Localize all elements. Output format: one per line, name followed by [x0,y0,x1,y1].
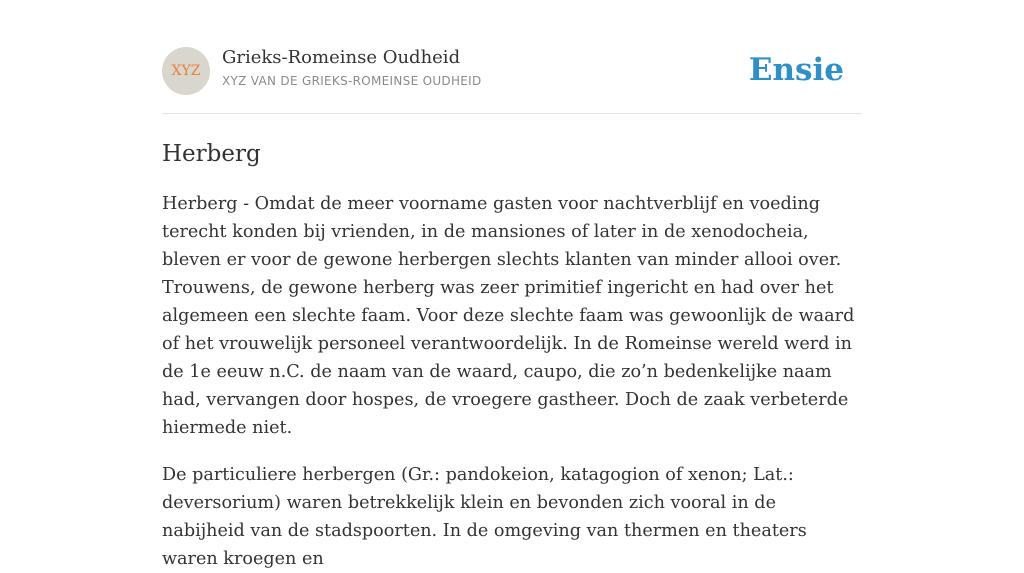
source-title-link[interactable]: Grieks-Romeinse Oudheid [222,47,461,68]
source-avatar[interactable] [162,47,210,95]
source-subtitle: XYZ VAN DE GRIEKS-ROMEINSE OUDHEID [222,74,482,88]
content-column [162,0,862,573]
avatar-text: XYZ [171,63,201,79]
article-paragraph: Herberg - Omdat de meer voorname gasten voor nachtverblijf en voeding terecht konden bij vrienden, in de mansiones of later in de xenodocheia, bleven er voor de gewone herbergen slechts klanten van minder allooi over. Trouwens, de gewone herberg was zeer primitief ingericht en had over het algemeen een slechte faam. Voor deze slechte faam was gewoonlijk de waard of het vrouwelijk personeel verantwoordelijk. In de Romeinse wereld werd in de 1e eeuw n.C. de naam van de waard, caupo, die zo’n bedenkelijke naam had, vervangen door hospes, de vroegere gastheer. Doch de zaak verbeterde hiermede niet. [162,194,855,438]
source-info [222,45,482,91]
source-header [162,0,862,114]
article-paragraph: De particuliere herbergen (Gr.: pandokeion, katagogion of xenon; Lat.: deversorium) waren betrekkelijk klein en bevonden zich vooral in de nabijheid van de stadspoorten. In de omgeving van thermen en theaters waren kroegen en [162,465,807,569]
entry-title: Herberg [162,141,261,167]
ensie-logo-link[interactable]: Ensie [748,52,844,88]
